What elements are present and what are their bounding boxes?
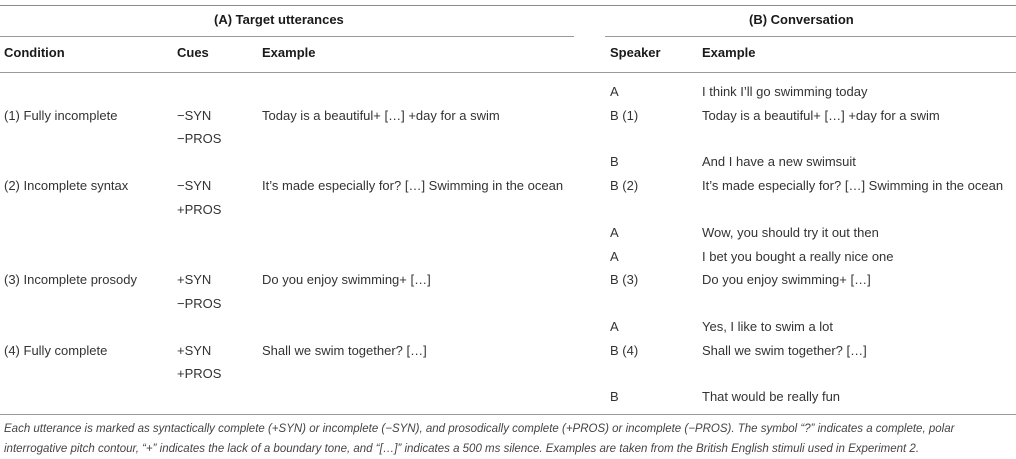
table-footnote: Each utterance is marked as syntactically complete (+SYN) or incomplete (−SYN), and prosodically complete (+PROS) or incomplete (−PROS). The symbol “?” indicates a complete, polar interrogative pitch contour, “+” indicates the lack of a boundary tone, and “[…]” indicates a 500 ms silence. Examples are taken from the British English stimuli used in Experiment 2. xyxy=(4,423,955,455)
condition-cell: (1) Fully incomplete xyxy=(4,108,118,123)
column-header-cues: Cues xyxy=(177,45,209,60)
cue-cell: −PROS xyxy=(177,131,222,146)
example-cell: That would be really fun xyxy=(702,389,841,404)
example-cell: It’s made especially for? […] Swimming in the ocean xyxy=(262,178,564,193)
example-cell: Do you enjoy swimming+ […] xyxy=(702,272,871,287)
speaker-cell: B xyxy=(610,154,619,169)
speaker-cell: A xyxy=(610,84,619,99)
example-cell: Do you enjoy swimming+ […] xyxy=(262,272,431,287)
panel-a-title: (A) Target utterances xyxy=(214,12,344,27)
column-header-example-b: Example xyxy=(702,45,756,60)
panel-b-underline xyxy=(605,36,1016,37)
speaker-cell: A xyxy=(610,225,619,240)
example-cell: I think I’ll go swimming today xyxy=(702,84,868,99)
cue-cell: +PROS xyxy=(177,202,222,217)
panel-a-underline xyxy=(0,36,574,37)
speaker-cell: B (4) xyxy=(610,343,639,358)
example-cell: Shall we swim together? […] xyxy=(702,343,867,358)
example-cell: And I have a new swimsuit xyxy=(702,154,856,169)
example-cell: Today is a beautiful+ […] +day for a swim xyxy=(262,108,500,123)
cue-cell: −SYN xyxy=(177,178,212,193)
column-header-condition: Condition xyxy=(4,45,65,60)
example-cell: Yes, I like to swim a lot xyxy=(702,319,834,334)
example-cell: It’s made especially for? […] Swimming in the ocean xyxy=(702,178,1004,193)
speaker-cell: B (2) xyxy=(610,178,639,193)
cue-cell: +SYN xyxy=(177,272,212,287)
example-cell: Today is a beautiful+ […] +day for a swim xyxy=(702,108,940,123)
example-cell: Wow, you should try it out then xyxy=(702,225,879,240)
speaker-cell: B (3) xyxy=(610,272,639,287)
column-header-speaker: Speaker xyxy=(610,45,661,60)
example-cell: Shall we swim together? […] xyxy=(262,343,427,358)
condition-cell: (4) Fully complete xyxy=(4,343,108,358)
speaker-cell: B xyxy=(610,389,619,404)
panel-b-title: (B) Conversation xyxy=(749,12,854,27)
top-rule xyxy=(0,5,1016,6)
header-rule xyxy=(0,72,1016,73)
cue-cell: +SYN xyxy=(177,343,212,358)
example-cell: I bet you bought a really nice one xyxy=(702,249,894,264)
speaker-cell: A xyxy=(610,249,619,264)
cue-cell: −SYN xyxy=(177,108,212,123)
condition-cell: (2) Incomplete syntax xyxy=(4,178,129,193)
speaker-cell: A xyxy=(610,319,619,334)
speaker-cell: B (1) xyxy=(610,108,639,123)
condition-cell: (3) Incomplete prosody xyxy=(4,272,137,287)
column-header-example-a: Example xyxy=(262,45,316,60)
cue-cell: −PROS xyxy=(177,296,222,311)
bottom-rule xyxy=(0,414,1016,415)
cue-cell: +PROS xyxy=(177,366,222,381)
